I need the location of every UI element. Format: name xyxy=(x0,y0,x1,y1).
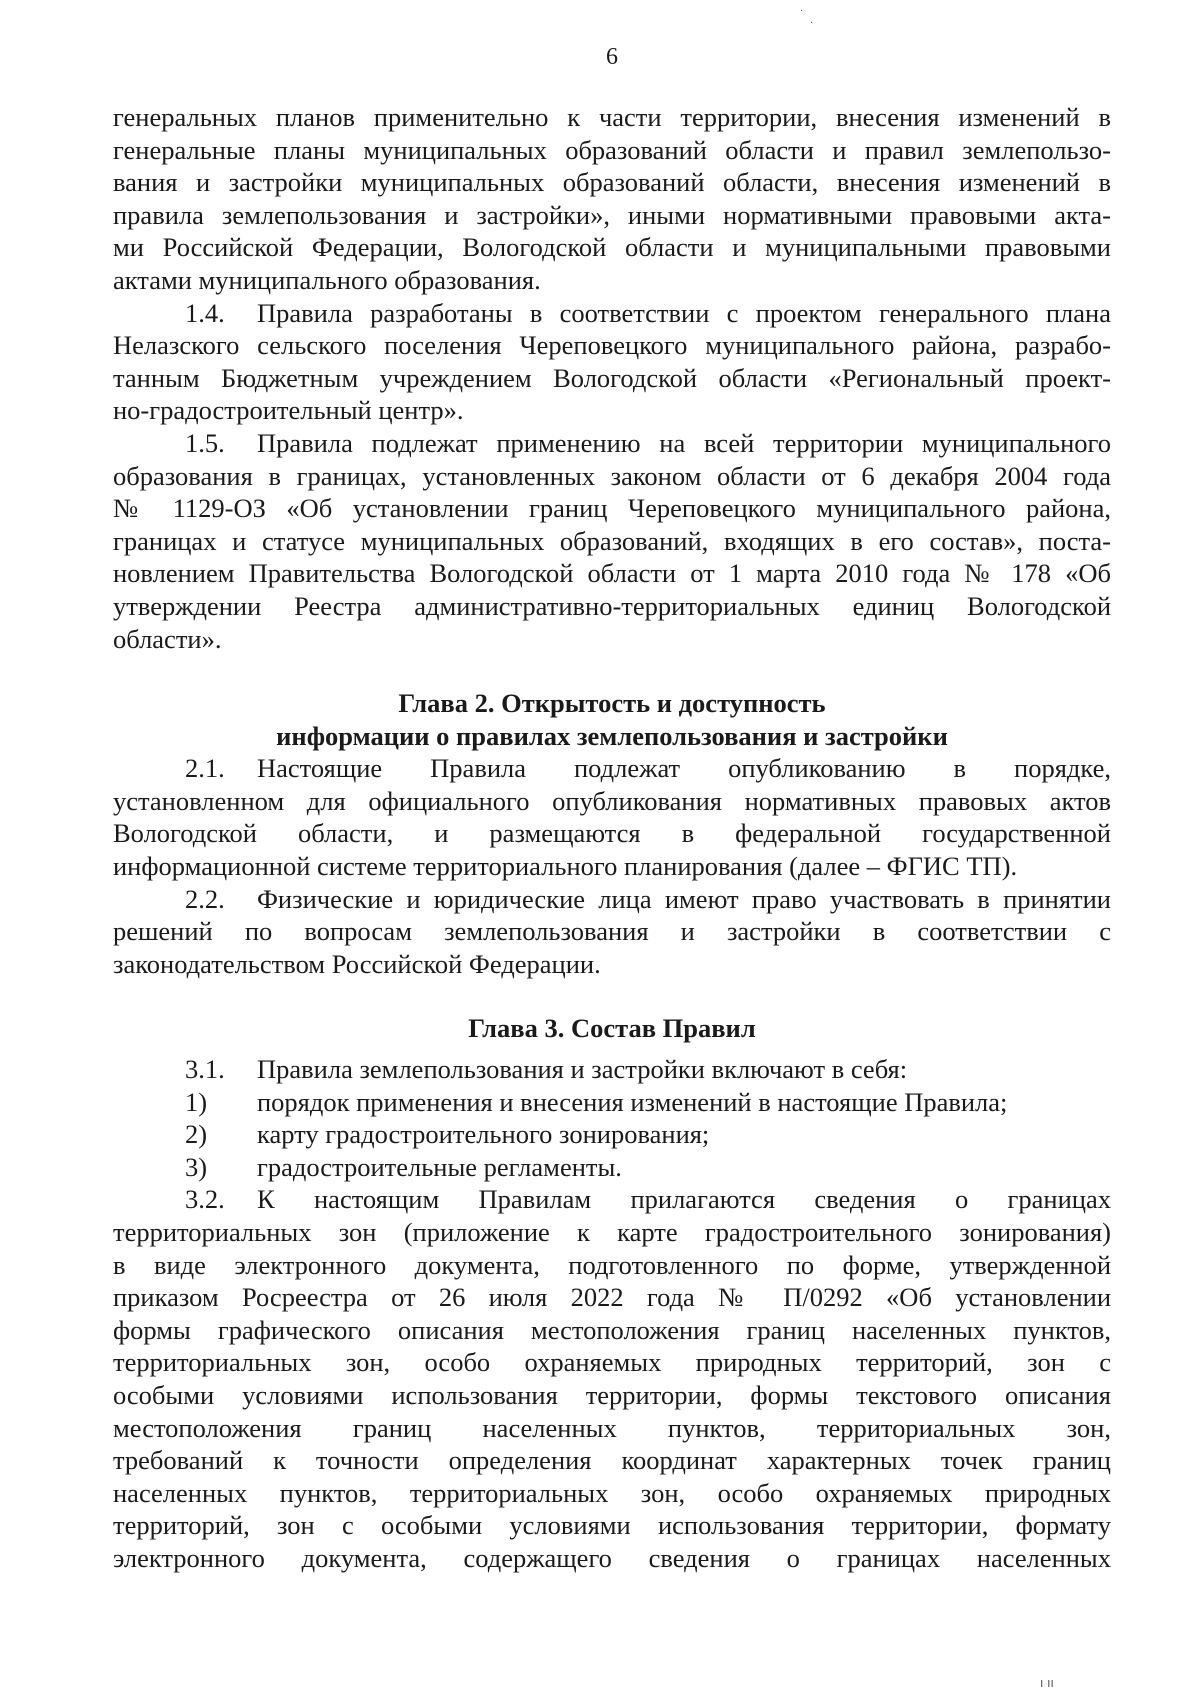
text-line: ми Российской Федерации, Вологодской области и муниципальными правовыми xyxy=(113,232,1111,263)
paragraph-2-2 xyxy=(113,883,1111,981)
paragraph-1-5 xyxy=(113,427,1111,655)
document-body xyxy=(113,101,1111,1575)
heading-line: Глава 2. Открытость и доступность xyxy=(398,688,826,719)
text-line: территориальных зон (приложение к карте градостроительного зонирования) xyxy=(113,1217,1111,1247)
list-item xyxy=(113,1151,1111,1184)
text-line: территорий, зон с особыми условиями использования территории, формату xyxy=(113,1510,1111,1541)
text-line: но-градостроительный центр». xyxy=(113,395,464,426)
list-marker: 2) xyxy=(185,1119,208,1150)
text-line: местоположения границ населенных пунктов, территориальных зон, xyxy=(113,1412,1111,1443)
text-line: правила землепользования и застройки», иными нормативными правовыми акта- xyxy=(113,199,1111,230)
text-line: законодательством Российской Федерации. xyxy=(113,948,601,979)
text-line: населенных пунктов, территориальных зон, особо охраняемых природных xyxy=(113,1477,1111,1508)
text-line: информационной системе территориального планирования (далее – ФГИС ТП). xyxy=(113,851,1018,882)
page-number: 6 xyxy=(606,44,618,70)
list-item xyxy=(113,1086,1111,1119)
scan-speck-mark: · xyxy=(810,18,814,29)
text-line xyxy=(113,752,1111,785)
paragraph-2-1 xyxy=(113,752,1111,882)
text-fragment: Правила разработаны в соответствии с проектом генерального плана xyxy=(257,297,1111,328)
paragraph-number: 3.1. xyxy=(185,1054,225,1085)
chapter-3-heading: Глава 3. Состав Правил xyxy=(468,1013,756,1044)
text-line xyxy=(113,883,1111,916)
text-line: формы графического описания местоположения границ населенных пунктов, xyxy=(113,1314,1111,1345)
text-line: Нелазского сельского поселения Череповецкого муниципального района, разрабо- xyxy=(113,330,1111,361)
text-fragment: Физические и юридические лица имеют право участвовать в принятии xyxy=(257,883,1111,914)
text-line: новлением Правительства Вологодской области от 1 марта 2010 года № 178 «Об xyxy=(113,558,1111,589)
text-line xyxy=(113,427,1111,460)
text-line: № 1129-ОЗ «Об установлении границ Череповецкого муниципального района, xyxy=(113,493,1111,524)
text-line: решений по вопросам землепользования и застройки в соответствии с xyxy=(113,916,1111,947)
text-fragment: К настоящим Правилам прилагаются сведения о границах xyxy=(257,1184,1111,1215)
text-line: в виде электронного документа, подготовленного по форме, утвержденной xyxy=(113,1249,1111,1280)
paragraph-number: 2.2. xyxy=(185,883,225,914)
text-line xyxy=(113,297,1111,330)
text-line: границах и статусе муниципальных образований, входящих в его состав», поста- xyxy=(113,525,1111,556)
text-line xyxy=(113,1183,1111,1216)
list-item-text: градостроительные регламенты. xyxy=(257,1151,622,1182)
paragraph-number: 1.4. xyxy=(185,297,225,328)
text-line: установленном для официального опубликования нормативных правовых актов xyxy=(113,785,1111,816)
list-item-text: порядок применения и внесения изменений в настоящие Правила; xyxy=(257,1086,1008,1117)
text-line: утверждении Реестра административно-территориальных единиц Вологодской xyxy=(113,590,1111,621)
text-fragment: Правила подлежат применению на всей территории муниципального xyxy=(257,427,1111,458)
text-fragment: Настоящие Правила подлежат опубликованию в порядке, xyxy=(257,753,1111,784)
paragraph-intro xyxy=(113,101,1111,297)
list-item xyxy=(113,1118,1111,1151)
text-line: вания и застройки муниципальных образований области, внесения изменений в xyxy=(113,167,1111,198)
paragraph-number: 1.5. xyxy=(185,427,225,458)
list-marker: 1) xyxy=(185,1086,208,1117)
paragraph-number: 2.1. xyxy=(185,753,225,784)
text-line: территориальных зон, особо охраняемых природных территорий, зон с xyxy=(113,1347,1111,1378)
text-line: приказом Росреестра от 26 июля 2022 года № П/0292 «Об установлении xyxy=(113,1282,1111,1313)
scan-speck-mark: · xyxy=(800,6,804,17)
text-line: требований к точности определения координат характерных точек границ xyxy=(113,1445,1111,1476)
paragraph-3-2 xyxy=(113,1183,1111,1574)
text-line: генеральные планы муниципальных образований области и правил землепользо- xyxy=(113,134,1111,165)
list-marker: 3) xyxy=(185,1151,208,1182)
scan-speck-mark: ı ıı xyxy=(1040,1676,1054,1690)
paragraph-3-1 xyxy=(113,1053,1111,1183)
text-line: актами муниципального образования. xyxy=(113,264,541,295)
paragraph-1-4 xyxy=(113,297,1111,427)
text-fragment: Правила землепользования и застройки включают в себя: xyxy=(257,1054,908,1085)
text-line: особыми условиями использования территории, формы текстового описания xyxy=(113,1379,1111,1410)
text-line: генеральных планов применительно к части территории, внесения изменений в xyxy=(113,102,1111,132)
text-line: электронного документа, содержащего сведения о границах населенных xyxy=(113,1542,1111,1573)
heading-line: информации о правилах землепользования и застройки xyxy=(276,720,948,751)
text-line: Вологодской области, и размещаются в федеральной государственной xyxy=(113,818,1111,849)
text-line: образования в границах, установленных законом области от 6 декабря 2004 года xyxy=(113,460,1111,491)
text-line xyxy=(113,1053,1111,1086)
text-line: области». xyxy=(113,623,222,654)
paragraph-number: 3.2. xyxy=(185,1184,225,1215)
chapter-2-heading xyxy=(113,687,1111,752)
text-line: танным Бюджетным учреждением Вологодской области «Региональный проект- xyxy=(113,362,1111,393)
list-item-text: карту градостроительного зонирования; xyxy=(257,1119,710,1150)
